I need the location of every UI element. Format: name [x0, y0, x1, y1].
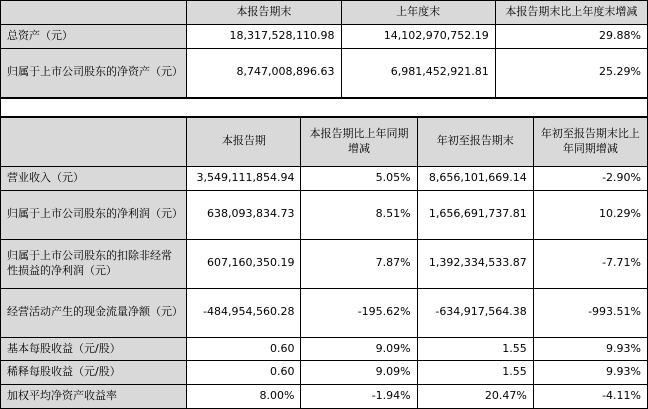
income-statement-table [0, 117, 648, 409]
cell-basic-eps-current-yoy: 9.09% [301, 337, 417, 361]
cell-basic-eps-ytd-yoy: 9.93% [533, 337, 647, 361]
cell-weighted-roe-current: 8.00% [187, 385, 301, 409]
table-row [1, 24, 648, 48]
cell-revenue-current-yoy: 5.05% [301, 166, 417, 190]
cell-net-profit-ytd: 1,656,691,737.81 [417, 190, 533, 239]
table-row [1, 48, 648, 97]
cell-diluted-eps-current: 0.60 [187, 361, 301, 385]
table-header-row [1, 1, 648, 25]
row-label-net-profit-deducted: 归属于上市公司股东的扣除非经常性损益的净利润（元） [1, 239, 187, 288]
row-label-operating-cash-flow: 经营活动产生的现金流量净额（元） [1, 288, 187, 337]
cell-net-profit-deducted-ytd-yoy: -7.71% [533, 239, 647, 288]
cell-net-profit-current: 638,093,834.73 [187, 190, 301, 239]
cell-total-assets-period-end: 18,317,528,110.98 [187, 24, 341, 48]
cell-operating-cash-flow-current: -484,954,560.28 [187, 288, 301, 337]
table-header-cell-ytd: 年初至报告期末 [417, 117, 533, 166]
cell-total-assets-last-year-end: 14,102,970,752.19 [341, 24, 495, 48]
cell-total-assets-change: 29.88% [495, 24, 647, 48]
cell-revenue-ytd: 8,656,101,669.14 [417, 166, 533, 190]
table-header-cell-current-period-yoy: 本报告期比上年同期增减 [301, 117, 417, 166]
table-row [1, 361, 648, 385]
table-header-cell-change: 本报告期末比上年度末增减 [495, 1, 647, 25]
cell-net-assets-change: 25.29% [495, 48, 647, 97]
table-header-cell-current-period: 本报告期 [187, 117, 301, 166]
cell-operating-cash-flow-ytd-yoy: -993.51% [533, 288, 647, 337]
cell-diluted-eps-ytd-yoy: 9.93% [533, 361, 647, 385]
table-header-row [1, 117, 648, 166]
row-label-revenue: 营业收入（元） [1, 166, 187, 190]
row-label-total-assets: 总资产（元） [1, 24, 187, 48]
table-spacer-row [1, 98, 648, 116]
cell-net-profit-ytd-yoy: 10.29% [533, 190, 647, 239]
cell-net-profit-current-yoy: 8.51% [301, 190, 417, 239]
cell-weighted-roe-ytd-yoy: -4.11% [533, 385, 647, 409]
table-header-cell-ytd-yoy: 年初至报告期末比上年同期增减 [533, 117, 647, 166]
row-label-diluted-eps: 稀释每股收益（元/股） [1, 361, 187, 385]
cell-operating-cash-flow-ytd: -634,917,564.38 [417, 288, 533, 337]
table-header-cell-last-year-end: 上年度末 [341, 1, 495, 25]
table-row [1, 239, 648, 288]
cell-basic-eps-current: 0.60 [187, 337, 301, 361]
spacer-table [0, 98, 648, 117]
cell-operating-cash-flow-current-yoy: -195.62% [301, 288, 417, 337]
spacer-cell [1, 98, 648, 116]
table-header-cell-blank [1, 117, 187, 166]
cell-revenue-ytd-yoy: -2.90% [533, 166, 647, 190]
cell-weighted-roe-ytd: 20.47% [417, 385, 533, 409]
balance-sheet-table [0, 0, 648, 98]
row-label-net-assets: 归属于上市公司股东的净资产（元） [1, 48, 187, 97]
cell-net-profit-deducted-current-yoy: 7.87% [301, 239, 417, 288]
table-row [1, 385, 648, 409]
cell-net-profit-deducted-current: 607,160,350.19 [187, 239, 301, 288]
cell-revenue-current: 3,549,111,854.94 [187, 166, 301, 190]
table-row [1, 166, 648, 190]
cell-net-assets-last-year-end: 6,981,452,921.81 [341, 48, 495, 97]
cell-diluted-eps-ytd: 1.55 [417, 361, 533, 385]
row-label-basic-eps: 基本每股收益（元/股） [1, 337, 187, 361]
cell-weighted-roe-current-yoy: -1.94% [301, 385, 417, 409]
table-header-cell-period-end: 本报告期末 [187, 1, 341, 25]
cell-diluted-eps-current-yoy: 9.09% [301, 361, 417, 385]
table-header-cell-blank [1, 1, 187, 25]
cell-net-assets-period-end: 8,747,008,896.63 [187, 48, 341, 97]
cell-basic-eps-ytd: 1.55 [417, 337, 533, 361]
row-label-net-profit: 归属于上市公司股东的净利润（元） [1, 190, 187, 239]
table-row [1, 288, 648, 337]
table-row [1, 337, 648, 361]
row-label-weighted-roe: 加权平均净资产收益率 [1, 385, 187, 409]
table-row [1, 190, 648, 239]
cell-net-profit-deducted-ytd: 1,392,334,533.87 [417, 239, 533, 288]
